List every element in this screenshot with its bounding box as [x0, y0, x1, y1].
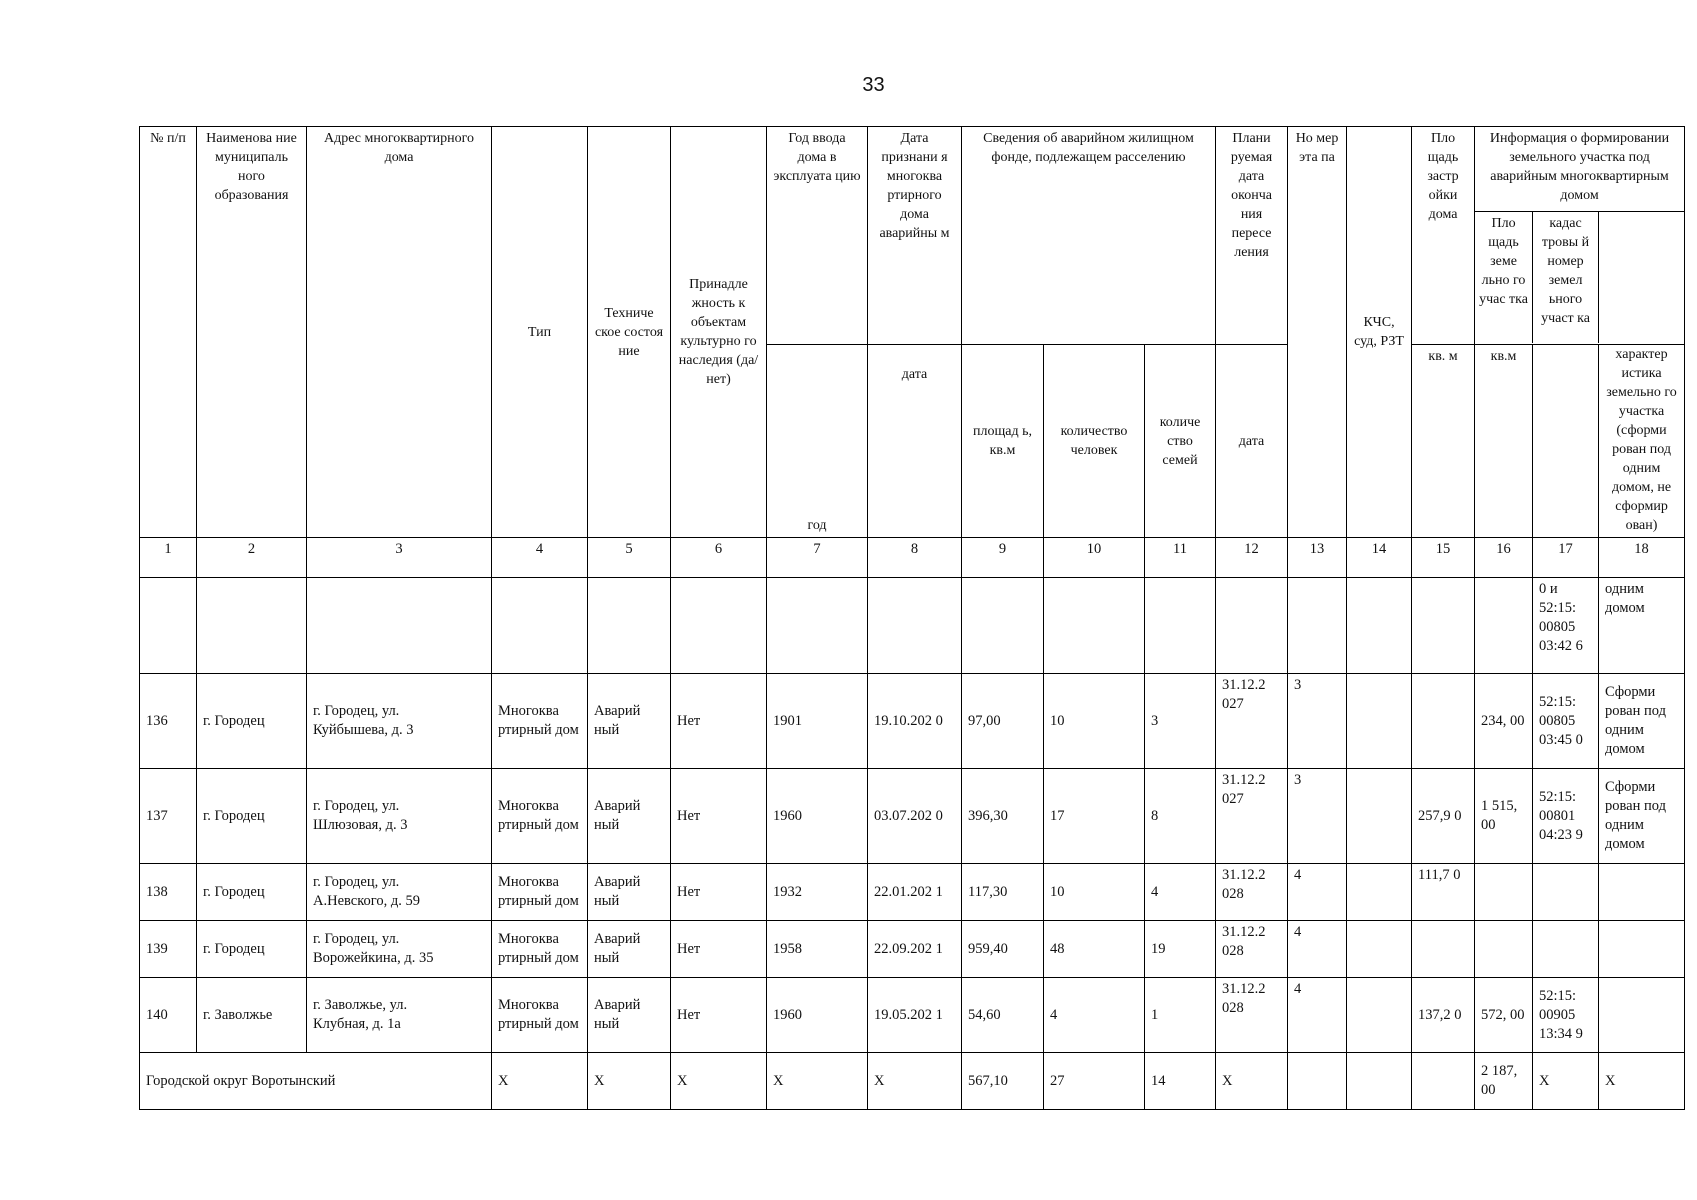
column-number: 7	[767, 538, 868, 578]
header-land-area-sub: кв.м	[1475, 345, 1533, 538]
column-number: 4	[492, 538, 588, 578]
table-row	[140, 674, 1685, 769]
total-cell: X	[1599, 1053, 1685, 1110]
total-cell: X	[767, 1053, 868, 1110]
municipality-cell: г. Городец	[197, 864, 307, 921]
building-area-cell	[1412, 921, 1475, 978]
land-area-cell: 1 515, 00	[1475, 769, 1533, 864]
land-characteristic-cell: Сформи рован под одним домом	[1599, 769, 1685, 864]
year-cell: 1960	[767, 769, 868, 864]
address-cell	[307, 921, 492, 978]
people-cell: 48	[1044, 921, 1145, 978]
year-cell: 1960	[767, 978, 868, 1053]
municipality-cell: г. Городец	[197, 921, 307, 978]
total-cell	[1412, 1053, 1475, 1110]
total-cell	[1288, 1053, 1347, 1110]
row-number: 138	[140, 864, 197, 921]
people-cell: 4	[1044, 978, 1145, 1053]
land-characteristic-cell	[1599, 921, 1685, 978]
families-cell: 3	[1145, 674, 1216, 769]
stage-cell: 4	[1288, 864, 1347, 921]
column-number: 10	[1044, 538, 1145, 578]
address-cell	[307, 978, 492, 1053]
address-cell	[307, 864, 492, 921]
people-cell: 10	[1044, 674, 1145, 769]
header-building-area-sub: кв. м	[1412, 345, 1475, 538]
year-cell: 1901	[767, 674, 868, 769]
total-cell	[1347, 1053, 1412, 1110]
building-area-cell	[1412, 674, 1475, 769]
date-cell: 19.10.202 0	[868, 674, 962, 769]
address-line-1: г. Городец, ул.	[313, 931, 400, 947]
land-area-cell	[1475, 921, 1533, 978]
planned-date-cell: 31.12.2 028	[1216, 864, 1288, 921]
header-year-sub: год	[767, 345, 868, 538]
land-characteristic-cell: одним домом	[1599, 578, 1685, 674]
cadastral-cell	[1533, 921, 1599, 978]
planned-date-cell: 31.12.2 027	[1216, 674, 1288, 769]
header-year: Год ввода дома в эксплуата цию	[767, 127, 868, 345]
header-land-info-title: Информация о формировании земельного участка под аварийным многоквартирным домом	[1475, 127, 1684, 212]
people-cell: 10	[1044, 864, 1145, 921]
column-number: 8	[868, 538, 962, 578]
header-row-top	[140, 127, 1685, 345]
row-number: 137	[140, 769, 197, 864]
total-cell: X	[868, 1053, 962, 1110]
municipality-cell: г. Городец	[197, 674, 307, 769]
state-cell: Аварий ный	[588, 978, 671, 1053]
type-cell: Многоква ртирный дом	[492, 978, 588, 1053]
area-cell: 54,60	[962, 978, 1044, 1053]
date-cell: 22.01.202 1	[868, 864, 962, 921]
total-area: 567,10	[962, 1053, 1044, 1110]
total-label: Городской округ Воротынский	[140, 1053, 492, 1110]
cadastral-cell: 52:15: 00801 04:23 9	[1533, 769, 1599, 864]
column-number: 16	[1475, 538, 1533, 578]
total-cell: X	[492, 1053, 588, 1110]
total-people: 27	[1044, 1053, 1145, 1110]
row-number: 139	[140, 921, 197, 978]
header-planned-date: Плани руемая дата оконча ния пересе ления	[1216, 127, 1288, 345]
column-number: 15	[1412, 538, 1475, 578]
area-cell: 117,30	[962, 864, 1044, 921]
heritage-cell: Нет	[671, 864, 767, 921]
table-row	[140, 769, 1685, 864]
column-number: 12	[1216, 538, 1288, 578]
state-cell: Аварий ный	[588, 864, 671, 921]
land-area-cell: 234, 00	[1475, 674, 1533, 769]
header-date-sub: дата	[868, 345, 962, 538]
address-line-1: г. Городец, ул.	[313, 798, 400, 814]
column-number: 18	[1599, 538, 1685, 578]
land-characteristic-cell: Сформи рован под одним домом	[1599, 674, 1685, 769]
municipality-cell: г. Заволжье	[197, 978, 307, 1053]
header-building-area: Пло щадь застр ойки дома	[1412, 127, 1475, 345]
table-row	[140, 864, 1685, 921]
area-cell: 959,40	[962, 921, 1044, 978]
table-row	[140, 921, 1685, 978]
header-type: Тип	[492, 127, 588, 538]
column-number: 11	[1145, 538, 1216, 578]
kchs-cell	[1347, 864, 1412, 921]
header-number: № п/п	[140, 127, 197, 538]
type-cell: Многоква ртирный дом	[492, 769, 588, 864]
kchs-cell	[1347, 921, 1412, 978]
address-line-2: Клубная, д. 1а	[313, 1016, 401, 1032]
cadastral-cell: 52:15: 00805 03:45 0	[1533, 674, 1599, 769]
total-cell: X	[671, 1053, 767, 1110]
heritage-cell: Нет	[671, 674, 767, 769]
land-characteristic-cell	[1599, 864, 1685, 921]
total-cell: X	[588, 1053, 671, 1110]
header-land-characteristic-top	[1599, 212, 1684, 343]
address-cell	[307, 769, 492, 864]
header-kchs: КЧС, суд, РЗТ	[1347, 127, 1412, 538]
date-cell: 03.07.202 0	[868, 769, 962, 864]
date-cell: 22.09.202 1	[868, 921, 962, 978]
table-row	[140, 978, 1685, 1053]
planned-date-cell: 31.12.2 027	[1216, 769, 1288, 864]
area-cell: 396,30	[962, 769, 1044, 864]
column-numbers-row	[140, 538, 1685, 578]
header-land-area: Пло щадь земе льно го учас тка	[1475, 212, 1533, 343]
land-characteristic-cell	[1599, 978, 1685, 1053]
cadastral-cell: 0 и 52:15: 00805 03:42 6	[1533, 578, 1599, 674]
header-address: Адрес многоквартирного дома	[307, 127, 492, 538]
address-cell	[307, 674, 492, 769]
total-land-area: 2 187, 00	[1475, 1053, 1533, 1110]
planned-date-cell: 31.12.2 028	[1216, 978, 1288, 1053]
total-cell: X	[1533, 1053, 1599, 1110]
address-line-1: г. Городец, ул.	[313, 703, 400, 719]
state-cell: Аварий ный	[588, 769, 671, 864]
column-number: 13	[1288, 538, 1347, 578]
year-cell: 1932	[767, 864, 868, 921]
address-line-2: А.Невского, д. 59	[313, 893, 420, 909]
type-cell: Многоква ртирный дом	[492, 864, 588, 921]
heritage-cell: Нет	[671, 978, 767, 1053]
stage-cell: 3	[1288, 674, 1347, 769]
continuation-row	[140, 578, 1685, 674]
state-cell: Аварий ный	[588, 921, 671, 978]
total-row	[140, 1053, 1685, 1110]
header-land-subheaders	[1475, 212, 1684, 343]
cadastral-cell: 52:15: 00905 13:34 9	[1533, 978, 1599, 1053]
header-land-info	[1475, 127, 1685, 345]
column-number: 6	[671, 538, 767, 578]
address-line-1: г. Заволжье, ул.	[313, 997, 408, 1013]
total-cell: X	[1216, 1053, 1288, 1110]
land-area-cell	[1475, 864, 1533, 921]
people-cell: 17	[1044, 769, 1145, 864]
column-number: 17	[1533, 538, 1599, 578]
header-land-characteristic: характер истика земельно го участка (сформи рован под одним домом, не сформир ован)	[1599, 345, 1685, 538]
type-cell: Многоква ртирный дом	[492, 674, 588, 769]
header-recognition-date: Дата признани я многоква ртирного дома аварийны м	[868, 127, 962, 345]
address-line-1: г. Городец, ул.	[313, 874, 400, 890]
column-number: 5	[588, 538, 671, 578]
municipality-cell: г. Городец	[197, 769, 307, 864]
column-number: 14	[1347, 538, 1412, 578]
header-area-sub: площад ь, кв.м	[962, 345, 1044, 538]
state-cell: Аварий ный	[588, 674, 671, 769]
column-number: 2	[197, 538, 307, 578]
header-people-sub: количество человек	[1044, 345, 1145, 538]
header-cadastral-sub	[1533, 345, 1599, 538]
area-cell: 97,00	[962, 674, 1044, 769]
address-line-2: Ворожейкина, д. 35	[313, 950, 434, 966]
kchs-cell	[1347, 674, 1412, 769]
land-area-cell: 572, 00	[1475, 978, 1533, 1053]
date-cell: 19.05.202 1	[868, 978, 962, 1053]
heritage-cell: Нет	[671, 921, 767, 978]
year-cell: 1958	[767, 921, 868, 978]
address-line-2: Куйбышева, д. 3	[313, 722, 414, 738]
cadastral-cell	[1533, 864, 1599, 921]
stage-cell: 4	[1288, 978, 1347, 1053]
type-cell: Многоква ртирный дом	[492, 921, 588, 978]
building-area-cell: 111,7 0	[1412, 864, 1475, 921]
header-families-sub: количе ство семей	[1145, 345, 1216, 538]
column-number: 9	[962, 538, 1044, 578]
header-municipality: Наименова ние муниципаль ного образования	[197, 127, 307, 538]
column-number: 3	[307, 538, 492, 578]
header-technical-state: Техниче ское состоя ние	[588, 127, 671, 538]
heritage-cell: Нет	[671, 769, 767, 864]
housing-table	[139, 126, 1685, 1110]
building-area-cell: 257,9 0	[1412, 769, 1475, 864]
families-cell: 8	[1145, 769, 1216, 864]
kchs-cell	[1347, 978, 1412, 1053]
header-stage: Но мер эта па	[1288, 127, 1347, 538]
header-heritage: Принадле жность к объектам культурно го наследия (да/нет)	[671, 127, 767, 538]
stage-cell: 3	[1288, 769, 1347, 864]
column-number: 1	[140, 538, 197, 578]
header-cadastral: кадас тровы й номер земел ьного участ ка	[1533, 212, 1599, 343]
row-number: 136	[140, 674, 197, 769]
families-cell: 1	[1145, 978, 1216, 1053]
header-emergency-fund: Сведения об аварийном жилищном фонде, подлежащем расселению	[962, 127, 1216, 345]
address-line-2: Шлюзовая, д. 3	[313, 817, 408, 833]
building-area-cell: 137,2 0	[1412, 978, 1475, 1053]
header-planned-date-sub: дата	[1216, 345, 1288, 538]
stage-cell: 4	[1288, 921, 1347, 978]
row-number: 140	[140, 978, 197, 1053]
total-families: 14	[1145, 1053, 1216, 1110]
page-number: 33	[862, 74, 885, 96]
kchs-cell	[1347, 769, 1412, 864]
families-cell: 19	[1145, 921, 1216, 978]
families-cell: 4	[1145, 864, 1216, 921]
planned-date-cell: 31.12.2 028	[1216, 921, 1288, 978]
